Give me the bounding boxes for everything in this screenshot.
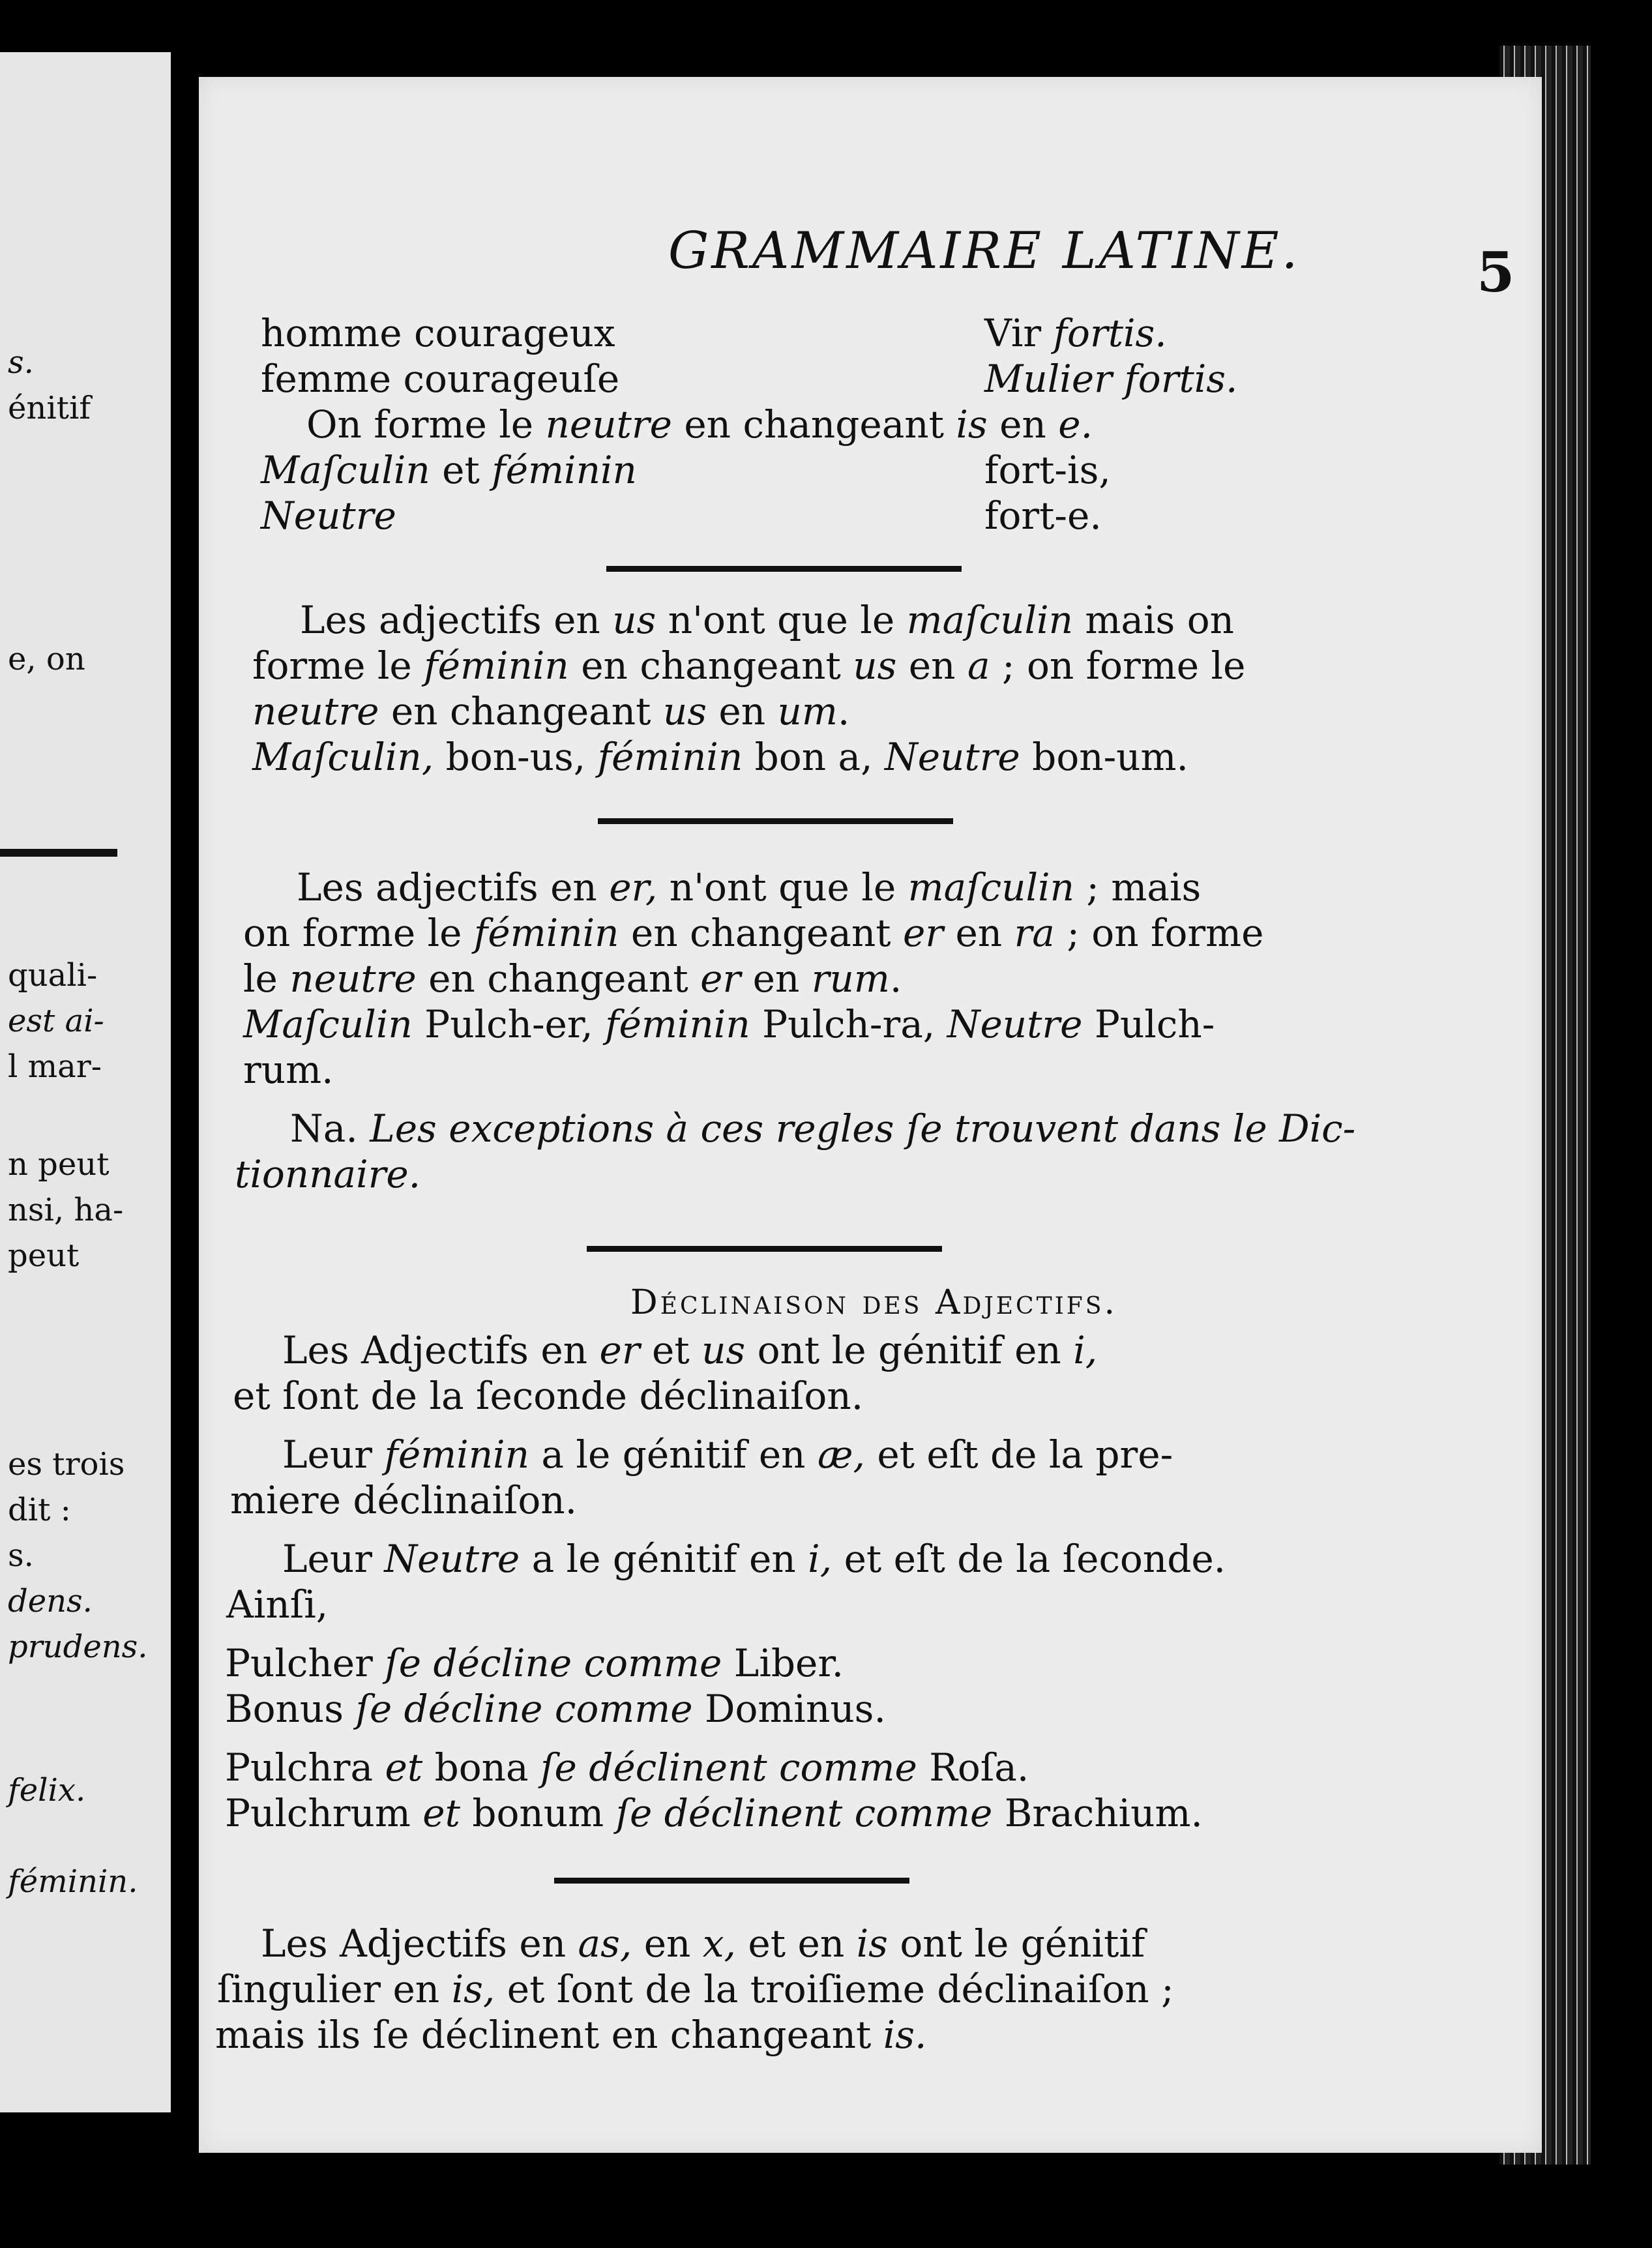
left-fragment: s. bbox=[8, 344, 34, 381]
text-line: Pulcher ſe décline comme Liber. bbox=[225, 1641, 844, 1685]
section-rule bbox=[587, 1246, 942, 1252]
text-line: Leur féminin a le génitif en æ, et eſt de la pre- bbox=[282, 1432, 1173, 1477]
example-left: homme courageux bbox=[261, 311, 615, 355]
left-fragment: quali- bbox=[8, 957, 98, 994]
text-line: Leur Neutre a le génitif en i, et eſt de la ſeconde. bbox=[282, 1537, 1226, 1581]
left-fragment: peut bbox=[8, 1237, 80, 1274]
book-page bbox=[199, 77, 1542, 2153]
left-fragment: l mar- bbox=[8, 1048, 102, 1085]
text-line: Les adjectifs en er, n'ont que le maſculin ; mais bbox=[297, 865, 1202, 910]
text-line: Maſculin, bon-us, féminin bon a, Neutre bon-um. bbox=[252, 735, 1188, 779]
text-line: Pulchrum et bonum ſe déclinent comme Brachium. bbox=[225, 1791, 1203, 1835]
text-line: mais ils ſe déclinent en changeant is. bbox=[215, 2013, 927, 2057]
section-rule bbox=[606, 566, 962, 572]
text-line: On forme le neutre en changeant is en e. bbox=[306, 402, 1093, 447]
section-rule bbox=[554, 1878, 909, 1884]
left-fragment: prudens. bbox=[8, 1629, 148, 1665]
running-title: GRAMMAIRE LATINE. bbox=[668, 222, 1301, 280]
text-line: rum. bbox=[243, 1048, 334, 1092]
left-fragment: felix. bbox=[8, 1772, 86, 1809]
text-line: Pulchra et bona ſe déclinent comme Roſa. bbox=[225, 1745, 1029, 1790]
text-line: le neutre en changeant er en rum. bbox=[243, 956, 902, 1001]
text-line: on forme le féminin en changeant er en ra ; on forme bbox=[243, 911, 1264, 955]
text-line: Les Adjectifs en er et us ont le génitif en i, bbox=[282, 1328, 1098, 1372]
text-line: forme le féminin en changeant us en a ; on forme le bbox=[252, 643, 1246, 688]
left-fragment: e, on bbox=[8, 641, 85, 677]
left-page-fragment bbox=[0, 52, 171, 2112]
left-fragment: est ai- bbox=[8, 1003, 104, 1039]
left-fragment: énitif bbox=[8, 390, 91, 426]
text-line: neutre en changeant us en um. bbox=[252, 689, 850, 733]
text-line: Neutre bbox=[261, 494, 396, 538]
left-fragment: nsi, ha- bbox=[8, 1192, 124, 1228]
left-fragment: s. bbox=[8, 1537, 34, 1574]
text-line: et ſont de la ſeconde déclinaiſon. bbox=[233, 1374, 864, 1418]
text-line: ſingulier en is, et ſont de la troiſieme déclinaiſon ; bbox=[217, 1967, 1174, 2011]
example-right: Vir fortis. bbox=[984, 311, 1167, 355]
text-line: Ainſi, bbox=[226, 1582, 329, 1627]
section-rule bbox=[598, 818, 953, 824]
text-line: fort-e. bbox=[984, 494, 1102, 538]
text-line: Les adjectifs en us n'ont que le maſculin mais on bbox=[300, 598, 1235, 642]
text-line: Maſculin et féminin bbox=[261, 448, 637, 492]
left-fragment: féminin. bbox=[8, 1863, 138, 1900]
text-line: miere déclinaiſon. bbox=[230, 1478, 578, 1522]
page-number: 5 bbox=[1477, 240, 1515, 304]
left-fragment: dens. bbox=[8, 1583, 93, 1619]
example-left: femme courageuſe bbox=[261, 357, 620, 401]
section-heading: Déclinaison des Adjectifs. bbox=[630, 1283, 1117, 1322]
left-fragment: n peut bbox=[8, 1146, 110, 1183]
left-fragment: es trois bbox=[8, 1446, 125, 1483]
example-right: Mulier fortis. bbox=[984, 357, 1238, 401]
text-line: Maſculin Pulch-er, féminin Pulch-ra, Neutre Pulch- bbox=[243, 1002, 1215, 1046]
note-line: Na. Les exceptions à ces regles ſe trouvent dans le Dic- bbox=[290, 1106, 1356, 1151]
text-line: Les Adjectifs en as, en x, et en is ont le génitif bbox=[261, 1921, 1145, 1966]
left-fragment: dit : bbox=[8, 1492, 71, 1528]
text-line: fort-is, bbox=[984, 448, 1111, 492]
text-line: Bonus ſe décline comme Dominus. bbox=[225, 1687, 886, 1731]
note-line: tionnaire. bbox=[235, 1152, 421, 1196]
